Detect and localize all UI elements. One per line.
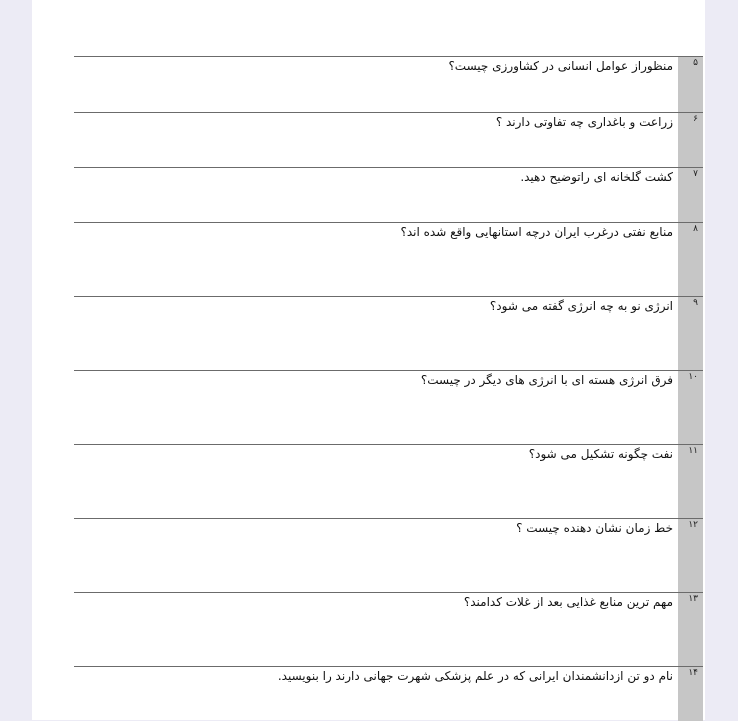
question-text: منظوراز عوامل انسانی در کشاورزی چیست؟: [448, 59, 673, 73]
question-row: [74, 296, 703, 371]
question-number-cell: [678, 519, 703, 593]
question-row: [74, 112, 703, 168]
question-number-cell: [678, 297, 703, 371]
question-text: کشت گلخانه ای راتوضیح دهید.: [520, 170, 673, 184]
question-number: ۱۲: [688, 520, 698, 530]
question-text: فرق انرژی هسته ای با انرژی های دیگر در چیست؟: [420, 373, 673, 387]
question-row: [74, 167, 703, 223]
question-number: ۹: [693, 298, 698, 308]
question-number-cell: [678, 445, 703, 519]
question-text: انرژی نو به چه انرژی گفته می شود؟: [489, 299, 673, 313]
question-number: ۱۴: [688, 668, 698, 678]
question-text: نام دو تن ازدانشمندان ایرانی که در علم پزشکی شهرت جهانی دارند را بنویسید.: [277, 669, 673, 683]
question-text: نفت چگونه تشکیل می شود؟: [528, 447, 673, 461]
question-row: [74, 370, 703, 445]
question-number-cell: [678, 667, 703, 721]
question-text: خط زمان نشان دهنده چیست ؟: [516, 521, 673, 535]
question-number: ۸: [693, 224, 698, 234]
question-row: [74, 444, 703, 519]
question-number-cell: [678, 593, 703, 667]
question-number: ۱۳: [688, 594, 698, 604]
question-text: زراعت و باغداری چه تفاوتی دارند ؟: [495, 115, 673, 129]
question-number-cell: [678, 57, 703, 113]
question-row: [74, 222, 703, 297]
question-text: منابع نفتی درغرب ایران درچه استانهایی واقع شده اند؟: [400, 225, 673, 239]
question-row: [74, 666, 703, 721]
question-row: [74, 56, 703, 113]
question-text: مهم ترین منابع غذایی بعد از غلات کدامند؟: [463, 595, 673, 609]
question-number-cell: [678, 113, 703, 168]
question-row: [74, 592, 703, 667]
question-number: ۱۱: [688, 446, 698, 456]
question-number-cell: [678, 168, 703, 223]
question-number-cell: [678, 371, 703, 445]
question-row: [74, 518, 703, 593]
question-number-cell: [678, 223, 703, 297]
question-number: ۶: [693, 114, 698, 124]
question-number: ۵: [693, 58, 698, 68]
worksheet-page: [32, 0, 705, 720]
question-number: ۱۰: [688, 372, 698, 382]
question-number: ۷: [693, 169, 698, 179]
